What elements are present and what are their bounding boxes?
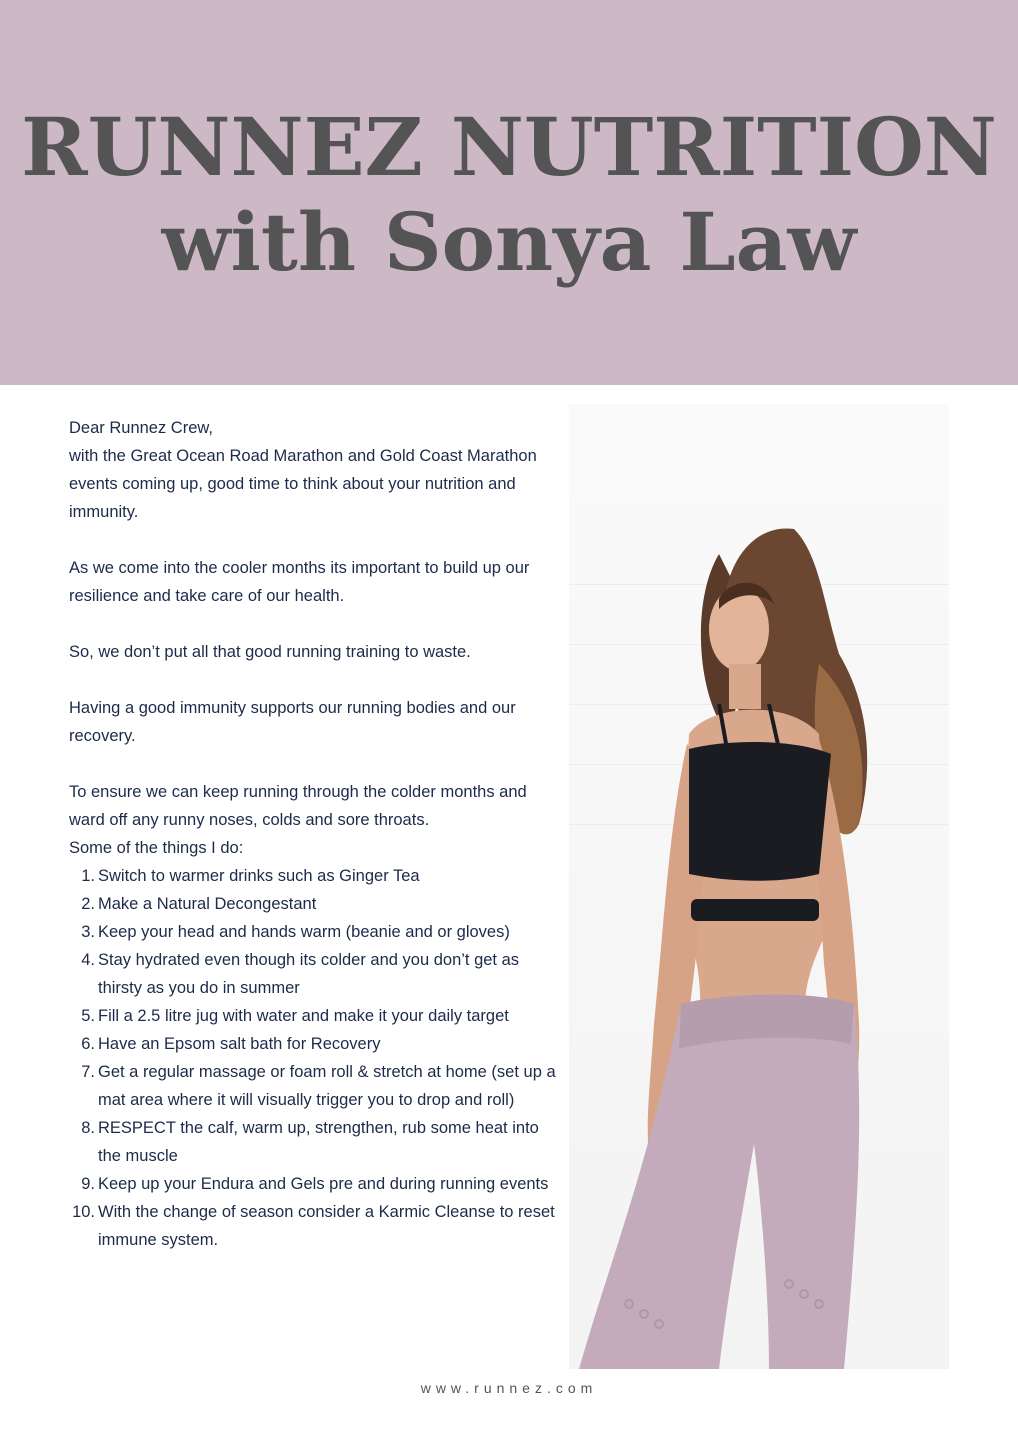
list-item-text: Have an Epsom salt bath for Recovery <box>98 1035 381 1053</box>
letter-greeting: Dear Runnez Crew, <box>69 419 213 437</box>
letter-intro: with the Great Ocean Road Marathon and Gold Coast Marathon events coming up, good time to think about your nutrition and immunity. <box>69 447 537 521</box>
list-item-number: 5. <box>81 1007 95 1025</box>
list-item-number: 4. <box>81 951 95 969</box>
page-title-line2: with Sonya Law <box>161 195 857 289</box>
header-banner <box>0 0 1018 385</box>
list-item-number: 9. <box>81 1175 95 1193</box>
list-item-number: 7. <box>81 1063 95 1081</box>
woman-figure-illustration <box>569 404 949 1369</box>
letter-paragraph: Having a good immunity supports our running bodies and our recovery. <box>69 699 516 745</box>
tips-list <box>69 862 559 1254</box>
list-item-text: RESPECT the calf, warm up, strengthen, rub some heat into the muscle <box>98 1119 539 1165</box>
list-item <box>69 946 559 1002</box>
list-item-text: Make a Natural Decongestant <box>98 895 317 913</box>
list-item-text: Keep up your Endura and Gels pre and during running events <box>98 1175 549 1193</box>
list-item <box>69 1170 559 1198</box>
list-item <box>69 1198 559 1254</box>
footer-url: www.runnez.com <box>420 1380 598 1396</box>
list-item <box>69 890 559 918</box>
list-item-text: Get a regular massage or foam roll & stretch at home (set up a mat area where it will visually trigger you to drop and roll) <box>98 1063 556 1109</box>
letter-body <box>69 414 559 1254</box>
list-item-text: Keep your head and hands warm (beanie and or gloves) <box>98 923 510 941</box>
list-item-number: 2. <box>81 895 95 913</box>
letter-paragraph: To ensure we can keep running through the colder months and ward off any runny noses, colds and sore throats. <box>69 783 527 829</box>
letter-paragraph: As we come into the cooler months its important to build up our resilience and take care of our health. <box>69 559 530 605</box>
list-item-text: With the change of season consider a Karmic Cleanse to reset immune system. <box>98 1203 555 1249</box>
list-item-number: 6. <box>81 1035 95 1053</box>
list-item <box>69 1030 559 1058</box>
list-item-text: Switch to warmer drinks such as Ginger Tea <box>98 867 420 885</box>
list-item-number: 8. <box>81 1119 95 1137</box>
list-item-text: Stay hydrated even though its colder and you don’t get as thirsty as you do in summer <box>98 951 520 997</box>
list-item-number: 1. <box>81 867 95 885</box>
list-item <box>69 1114 559 1170</box>
list-item <box>69 1002 559 1030</box>
list-item-number: 10. <box>72 1203 95 1221</box>
list-item <box>69 862 559 890</box>
list-item-number: 3. <box>81 923 95 941</box>
letter-paragraph: So, we don’t put all that good running training to waste. <box>69 643 471 661</box>
portrait-photo <box>569 404 949 1369</box>
page-title-line1: RUNNEZ NUTRITION <box>21 100 997 194</box>
list-item <box>69 1058 559 1114</box>
list-item-text: Fill a 2.5 litre jug with water and make it your daily target <box>98 1007 509 1025</box>
list-intro: Some of the things I do: <box>69 839 244 857</box>
list-item <box>69 918 559 946</box>
